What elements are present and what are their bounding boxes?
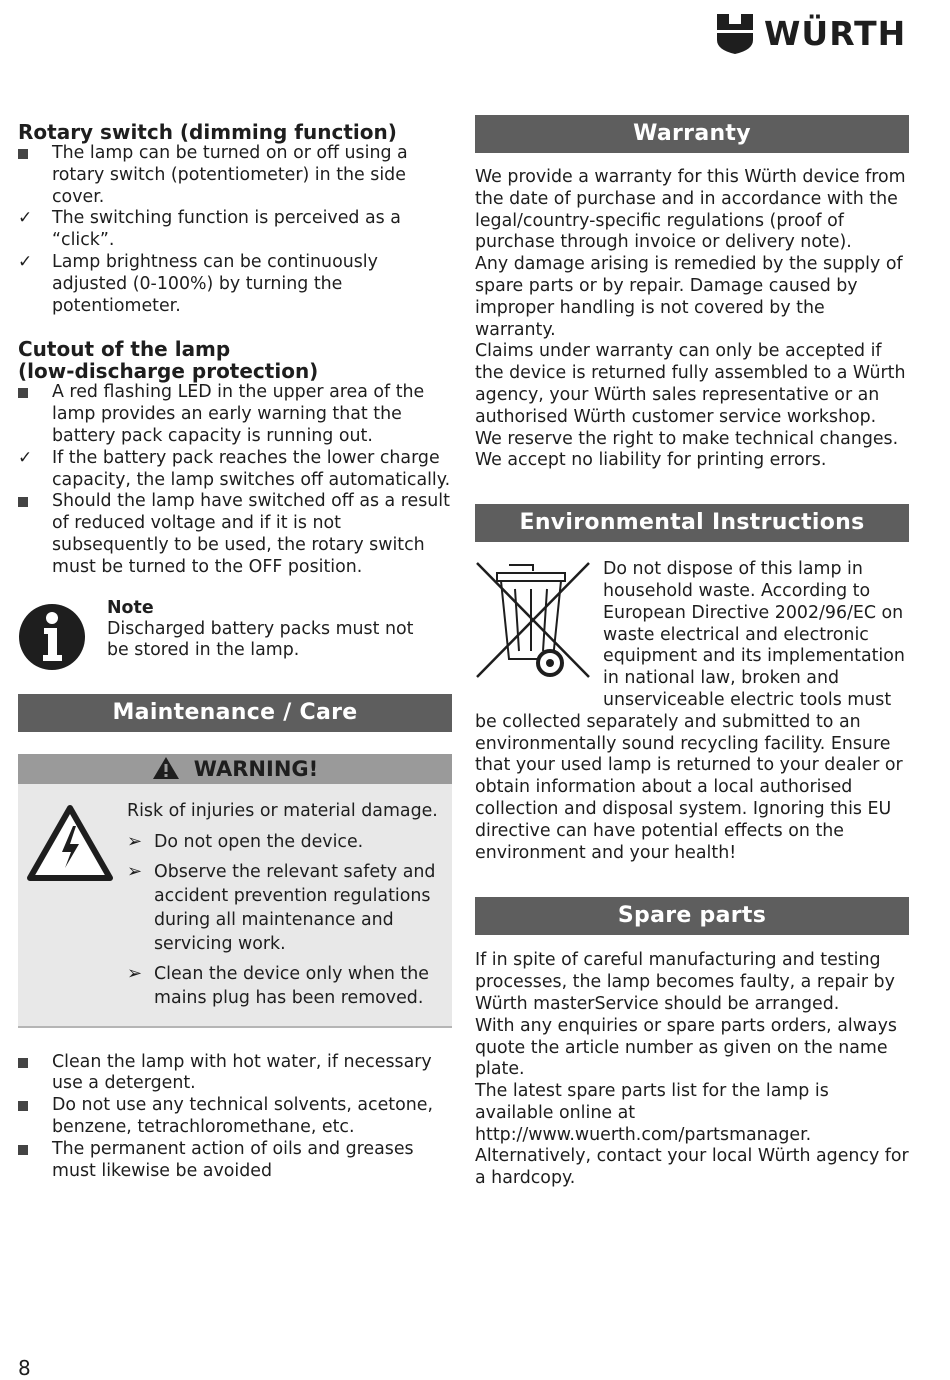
list-item — [127, 962, 447, 1010]
rotary-switch-heading: Rotary switch (dimming function) — [18, 120, 397, 144]
list-item-text: Observe the relevant safety and accident prevention regulations during all maintenance and servicing work. — [154, 861, 436, 954]
list-item — [18, 143, 452, 208]
arrow-bullet-icon: ➢ — [127, 860, 143, 882]
list-item — [18, 1095, 452, 1139]
wurth-logo — [716, 12, 916, 54]
list-item-text: The lamp can be turned on or off using a rotary switch (potentiometer) in the side cover. — [52, 143, 408, 207]
cutout-heading — [18, 338, 452, 382]
warning-heading: WARNING! — [193, 756, 319, 781]
warranty-paragraph: We reserve the right to make technical changes. — [475, 428, 899, 449]
spare-parts-text — [475, 950, 909, 1190]
warranty-paragraph: We provide a warranty for this Würth device from the date of purchase and in accordance with the legal/country-specific regulations (proof of purchase through invoice or delivery note). — [475, 167, 906, 253]
warranty-text — [475, 167, 909, 472]
left-column — [18, 121, 452, 1182]
warning-intro: Risk of injuries or material damage. — [127, 800, 438, 821]
cutout-heading-line2: (low-discharge protection) — [18, 359, 319, 384]
note-title: Note — [107, 597, 154, 618]
spare-parts-paragraph: Alternatively, contact your local Würth agency for a hardcopy. — [475, 1146, 909, 1189]
list-item — [18, 1052, 452, 1096]
spare-parts-paragraph: The latest spare parts list for the lamp is available online at http://www.wuerth.com/partsmanager. — [475, 1081, 829, 1145]
cutout-heading-line1: Cutout of the lamp — [18, 337, 231, 362]
maintenance-list — [18, 1052, 452, 1183]
list-item — [18, 491, 452, 578]
spare-parts-heading: Spare parts — [475, 897, 909, 935]
list-item-text: Should the lamp have switched off as a result of reduced voltage and if it is not subsequently to be used, the rotary switch must be turned to the OFF position. — [52, 491, 450, 577]
spare-parts-paragraph: If in spite of careful manufacturing and testing processes, the lamp becomes faulty, a repair by Würth masterService should be arranged. — [475, 950, 895, 1014]
warranty-paragraph: We accept no liability for printing errors. — [475, 450, 827, 471]
list-item — [127, 860, 447, 956]
checkmark-icon: ✓ — [18, 447, 33, 468]
list-item-text: The permanent action of oils and greases must likewise be avoided — [52, 1138, 414, 1181]
environment-heading: Environmental Instructions — [475, 504, 909, 542]
checkmark-icon: ✓ — [18, 208, 33, 229]
list-item — [18, 252, 452, 317]
note-box — [18, 597, 452, 687]
brand-name: WÜRTH — [764, 14, 907, 53]
wurth-logo-mark-icon — [716, 14, 754, 54]
arrow-bullet-icon: ➢ — [127, 962, 143, 984]
arrow-bullet-icon: ➢ — [127, 830, 143, 852]
list-item-text: Do not use any technical solvents, acetone, benzene, tetrachloromethane, etc. — [52, 1095, 434, 1137]
maintenance-heading: Maintenance / Care — [18, 694, 452, 732]
environment-text: Do not dispose of this lamp in household waste. According to European Directive 2002/96/EC on waste electrical and electronic equipment and its implementation in national law, broken and unserviceable electric tools must be collected separately and submitted to an environmentally sound recycling facility. Ensure that your used lamp is returned to your dealer or obtain information about a local authorised collection and disposal system. Ignoring this EU directive can have potential effects on the environment and your health! — [475, 559, 905, 863]
list-item-text: The switching function is perceived as a “click”. — [52, 208, 401, 251]
checkmark-icon: ✓ — [18, 251, 33, 272]
list-item — [18, 448, 452, 492]
info-icon — [18, 603, 86, 671]
warranty-heading: Warranty — [475, 115, 909, 153]
right-column — [475, 115, 909, 1190]
warning-list — [127, 830, 447, 1010]
note-text: Discharged battery packs must not be stored in the lamp. — [107, 618, 414, 661]
page-number: 8 — [18, 1356, 31, 1380]
spare-parts-paragraph: With any enquiries or spare parts orders, always quote the article number as given on the name plate. — [475, 1015, 897, 1080]
warning-header — [18, 754, 452, 784]
environment-block — [475, 559, 909, 864]
list-item-text: Clean the device only when the mains plug has been removed. — [154, 963, 429, 1008]
crossed-out-bin-icon — [475, 559, 593, 681]
cutout-list — [18, 382, 452, 578]
list-item — [18, 382, 452, 447]
recycle-bin-area — [475, 559, 603, 709]
rotary-list — [18, 143, 452, 317]
list-item-text: If the battery pack reaches the lower charge capacity, the lamp switches off automatically. — [52, 447, 451, 490]
warning-body — [127, 799, 447, 1016]
warranty-paragraph: Claims under warranty can only be accepted if the device is returned fully assembled to a Würth agency, your Würth sales representative or an authorised Würth customer service workshop. — [475, 341, 906, 427]
list-item-text: Do not open the device. — [154, 831, 364, 852]
list-item — [18, 208, 452, 252]
list-item-text: A red flashing LED in the upper area of the lamp provides an early warning that the battery pack capacity is running out. — [52, 382, 425, 446]
list-item — [127, 830, 447, 854]
electric-shock-warning-icon — [26, 804, 114, 882]
list-item-text: Lamp brightness can be continuously adjusted (0-100%) by turning the potentiometer. — [52, 251, 378, 316]
warning-box — [18, 754, 452, 1028]
warranty-paragraph: Any damage arising is remedied by the supply of spare parts or by repair. Damage caused by improper handling is not covered by the warranty. — [475, 254, 903, 340]
list-item-text: Clean the lamp with hot water, if necessary use a detergent. — [52, 1051, 432, 1094]
list-item — [18, 1139, 452, 1183]
warning-triangle-icon — [152, 756, 180, 780]
